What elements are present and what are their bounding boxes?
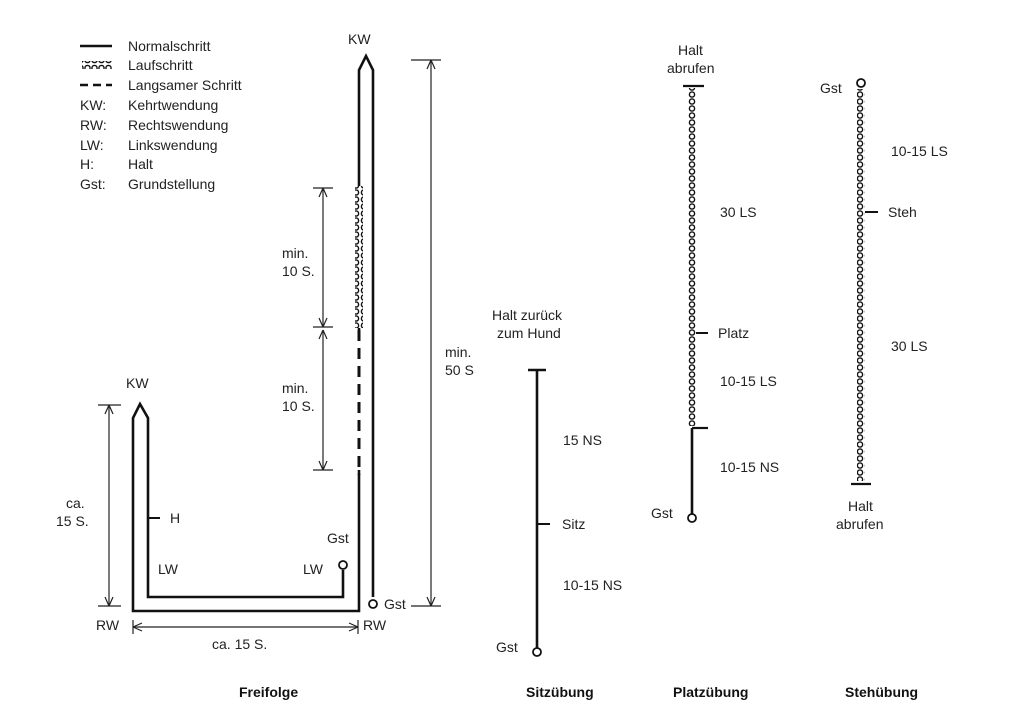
total-dimension-label: 50 S — [445, 362, 474, 378]
legend-abbr: LW: — [80, 137, 104, 153]
steh-mark-label: Steh — [888, 204, 917, 220]
legend — [80, 38, 242, 192]
freifolge-title: Freifolge — [239, 684, 299, 700]
freifolge-diagram — [56, 31, 474, 700]
run-dimension-label: min. — [282, 245, 309, 261]
steh-gst-marker — [857, 79, 865, 87]
halt-label: H — [170, 510, 181, 526]
platzuebung-diagram — [651, 42, 779, 700]
legend-text: Halt — [128, 156, 153, 172]
rw-left-label: RW — [96, 617, 120, 633]
lw-right-label: LW — [303, 561, 323, 577]
freifolge-run-segment — [355, 186, 363, 328]
run-dimension-label: 10 S. — [282, 263, 315, 279]
height-dimension-label: ca. — [66, 495, 85, 511]
stehuebung-title: Stehübung — [845, 684, 919, 700]
sitz-top-label: zum Hund — [497, 325, 561, 341]
legend-text: Langsamer Schritt — [128, 77, 242, 93]
steh-bottom-label: Halt — [848, 498, 873, 514]
kw-left-label: KW — [126, 375, 149, 391]
slow-dimension-label: min. — [282, 380, 309, 396]
legend-abbr: KW: — [80, 97, 107, 113]
rw-right-label: RW — [363, 617, 387, 633]
sitz-mark-label: Sitz — [562, 516, 586, 532]
platz-top-label: Halt — [678, 42, 703, 58]
platz-run-upper-label: 30 LS — [720, 204, 757, 220]
legend-abbr: Gst: — [80, 176, 106, 192]
sitz-gst-marker — [533, 648, 541, 656]
steh-bottom-label: abrufen — [836, 516, 884, 532]
freifolge-gst-start-marker — [339, 561, 347, 569]
steh-run-segment — [857, 89, 865, 481]
width-dimension-label: ca. 15 S. — [212, 636, 268, 652]
steh-run-lower-label: 30 LS — [891, 338, 928, 354]
freifolge-gst-end-marker — [369, 600, 377, 608]
legend-abbr: RW: — [80, 117, 107, 133]
platz-gst-marker — [688, 514, 696, 522]
sitzuebung-diagram — [492, 307, 622, 700]
legend-text: Rechtswendung — [128, 117, 229, 133]
sitz-gst-label: Gst — [496, 639, 518, 655]
platz-run-lower-label: 10-15 LS — [720, 373, 777, 389]
platz-normal-label: 10-15 NS — [720, 459, 780, 475]
sitzuebung-title: Sitzübung — [526, 684, 594, 700]
kw-right-label: KW — [348, 31, 371, 47]
gst-end-label: Gst — [384, 596, 406, 612]
platz-gst-label: Gst — [651, 505, 673, 521]
stehuebung-diagram — [820, 79, 948, 700]
legend-text: Linkswendung — [128, 137, 218, 153]
sitz-upper-label: 15 NS — [563, 432, 602, 448]
platzuebung-title: Platzübung — [673, 684, 749, 700]
steh-run-upper-label: 10-15 LS — [891, 143, 948, 159]
steh-gst-label: Gst — [820, 80, 842, 96]
legend-text: Laufschritt — [128, 57, 193, 73]
legend-text: Grundstellung — [128, 176, 216, 192]
slow-dimension-label: 10 S. — [282, 398, 315, 414]
legend-text: Normalschritt — [128, 38, 211, 54]
platz-mark-label: Platz — [718, 325, 750, 341]
legend-circle-line — [82, 61, 112, 69]
height-dimension-label: 15 S. — [56, 513, 89, 529]
platz-run-segment — [688, 88, 696, 426]
total-dimension-label: min. — [445, 344, 472, 360]
lw-left-label: LW — [158, 561, 178, 577]
sitz-lower-label: 10-15 NS — [563, 577, 623, 593]
sitz-top-label: Halt zurück — [492, 307, 563, 323]
platz-top-label: abrufen — [667, 60, 715, 76]
legend-text: Kehrtwendung — [128, 97, 219, 113]
gst-start-label: Gst — [327, 530, 349, 546]
legend-abbr: H: — [80, 156, 94, 172]
